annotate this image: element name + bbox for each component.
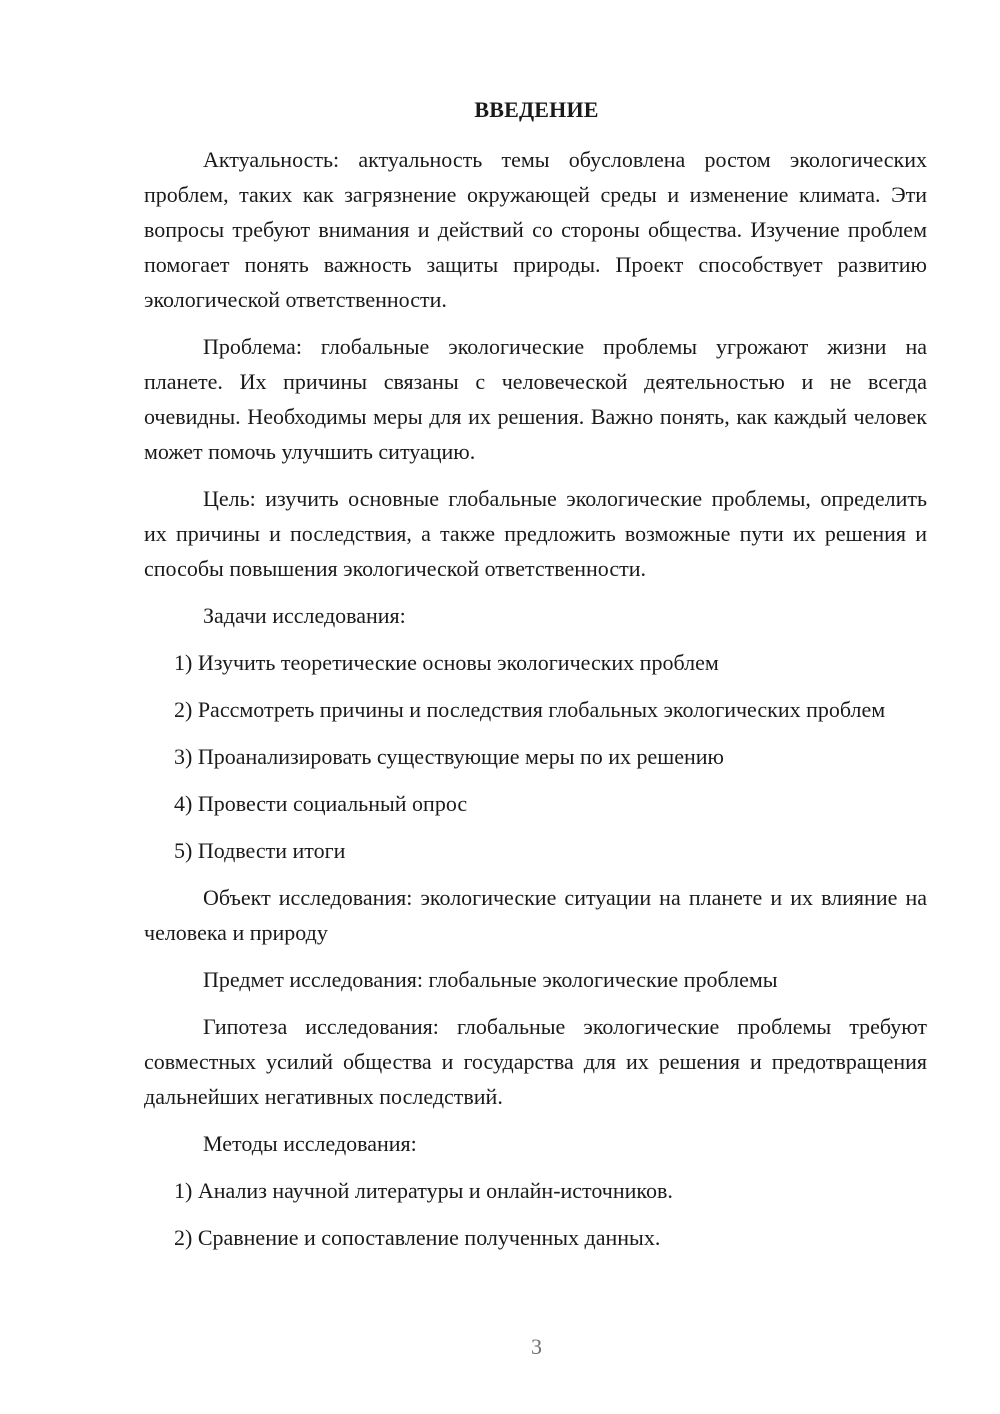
list-item-task-2: 2) Рассмотреть причины и последствия глобальных экологических проблем <box>174 697 886 722</box>
list-item-task-4: 4) Провести социальный опрос <box>174 791 468 816</box>
paragraph-object: Объект исследования: экологические ситуации на планете и их влияние на человека и природу <box>144 885 927 945</box>
paragraph-goal: Цель: изучить основные глобальные экологические проблемы, определить их причины и последствия, а также предложить возможные пути их решения и способы повышения экологической ответственности. <box>144 486 927 581</box>
list-item-task-5: 5) Подвести итоги <box>174 838 346 863</box>
paragraph-hypothesis: Гипотеза исследования: глобальные экологические проблемы требуют совместных усилий общества и государства для их решения и предотвращения дальнейших негативных последствий. <box>144 1014 927 1109</box>
paragraph-relevance: Актуальность: актуальность темы обусловлена ростом экологических проблем, таких как загрязнение окружающей среды и изменение климата. Эти вопросы требуют внимания и действий со стороны общества. Изучение проблем помогает понять важность защиты природы. Проект способствует развитию экологической ответственности. <box>144 147 927 312</box>
page-title: ВВЕДЕНИЕ <box>474 97 599 122</box>
paragraph-methods-heading: Методы исследования: <box>203 1131 417 1156</box>
paragraph-tasks-heading: Задачи исследования: <box>203 603 406 628</box>
paragraph-subject: Предмет исследования: глобальные экологические проблемы <box>203 967 778 992</box>
list-item-method-1: 1) Анализ научной литературы и онлайн-источников. <box>174 1178 673 1203</box>
paragraph-problem: Проблема: глобальные экологические проблемы угрожают жизни на планете. Их причины связаны с человеческой деятельностью и не всегда очевидны. Необходимы меры для их решения. Важно понять, как каждый человек может помочь улучшить ситуацию. <box>144 334 927 464</box>
body-text <box>144 142 927 1255</box>
list-item-task-3: 3) Проанализировать существующие меры по их решению <box>174 744 724 769</box>
page-number: 3 <box>531 1334 542 1359</box>
list-item-task-1: 1) Изучить теоретические основы экологических проблем <box>174 650 719 675</box>
list-item-method-2: 2) Сравнение и сопоставление полученных данных. <box>174 1225 661 1250</box>
